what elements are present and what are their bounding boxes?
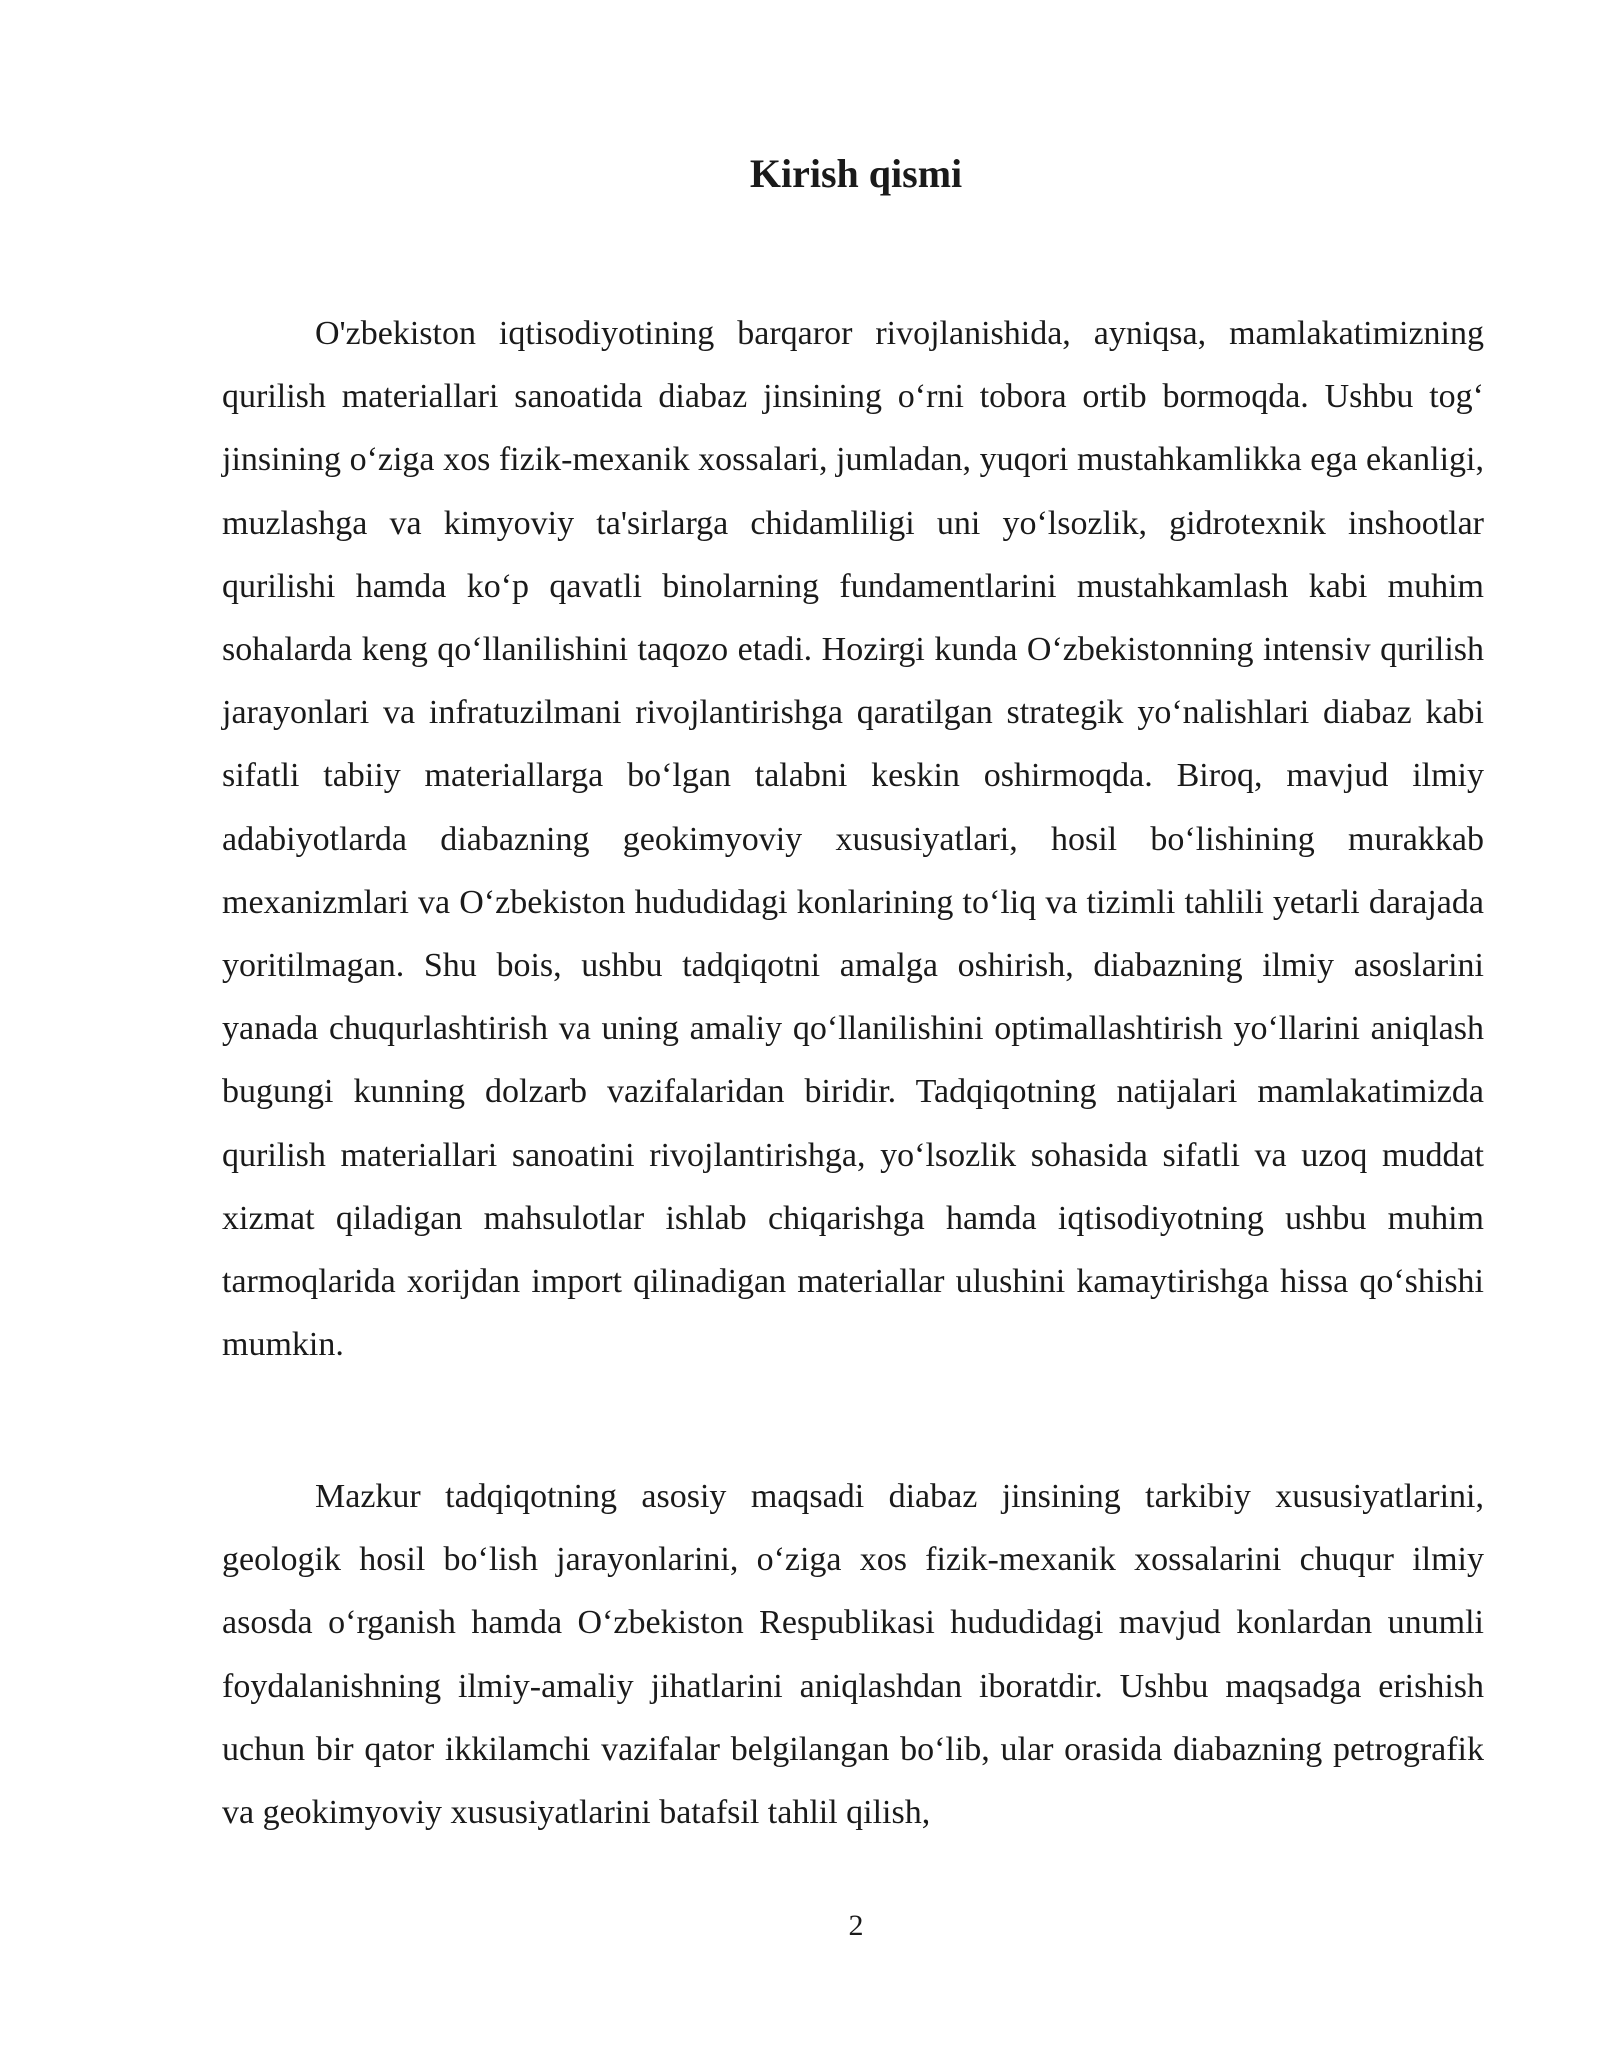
- paragraph-intro: O'zbekiston iqtisodiyotining barqaror rivojlanishida, ayniqsa, mamlakatimizning qurilish materiallari sanoatida diabaz jinsining o‘rni tobora ortib bormoqda. Ushbu tog‘ jinsining o‘ziga xos fizik-mexanik xossalari, jumladan, yuqori mustahkamlikka ega ekanligi, muzlashga va kimyoviy ta'sirlarga chidamliligi uni yo‘lsozlik, gidrotexnik inshootlar qurilishi hamda ko‘p qavatli binolarning fundamentlarini mustahkamlash kabi muhim sohalarda keng qo‘llanilishini taqozo etadi. Hozirgi kunda O‘zbekistonning intensiv qurilish jarayonlari va infratuzilmani rivojlantirishga qaratilgan strategik yo‘nalishlari diabaz kabi sifatli tabiiy materiallarga bo‘lgan talabni keskin oshirmoqda. Biroq, mavjud ilmiy adabiyotlarda diabazning geokimyoviy xususiyatlari, hosil bo‘lishining murakkab mexanizmlari va O‘zbekiston hududidagi konlarining to‘liq va tizimli tahlili yetarli darajada yoritilmagan. Shu bois, ushbu tadqiqotni amalga oshirish, diabazning ilmiy asoslarini yanada chuqurlashtirish va uning amaliy qo‘llanilishini optimallashtirish yo‘llarini aniqlash bugungi kunning dolzarb vazifalaridan biridir. Tadqiqotning natijalari mamlakatimizda qurilish materiallari sanoatini rivojlantirishga, yo‘lsozlik sohasida sifatli va uzoq muddat xizmat qiladigan mahsulotlar ishlab chiqarishga hamda iqtisodiyotning ushbu muhim tarmoqlarida xorijdan import qilinadigan materiallar ulushini kamaytirishga hissa qo‘shishi mumkin.: [222, 315, 1484, 1364]
- page-number: 2: [848, 1909, 864, 1942]
- page-title: Kirish qismi: [749, 151, 963, 196]
- paragraph-goal: Mazkur tadqiqotning asosiy maqsadi diabaz jinsining tarkibiy xususiyatlarini, geologik hosil bo‘lish jarayonlarini, o‘ziga xos fizik-mexanik xossalarini chuqur ilmiy asosda o‘rganish hamda O‘zbekiston Respublikasi hududidagi mavjud konlardan unumli foydalanishning ilmiy-amaliy jihatlarini aniqlashdan iboratdir. Ushbu maqsadga erishish uchun bir qator ikkilamchi vazifalar belgilangan bo‘lib, ular orasida diabazning petrografik va geokimyoviy xususiyatlarini batafsil tahlil qilish,: [222, 1478, 1484, 1832]
